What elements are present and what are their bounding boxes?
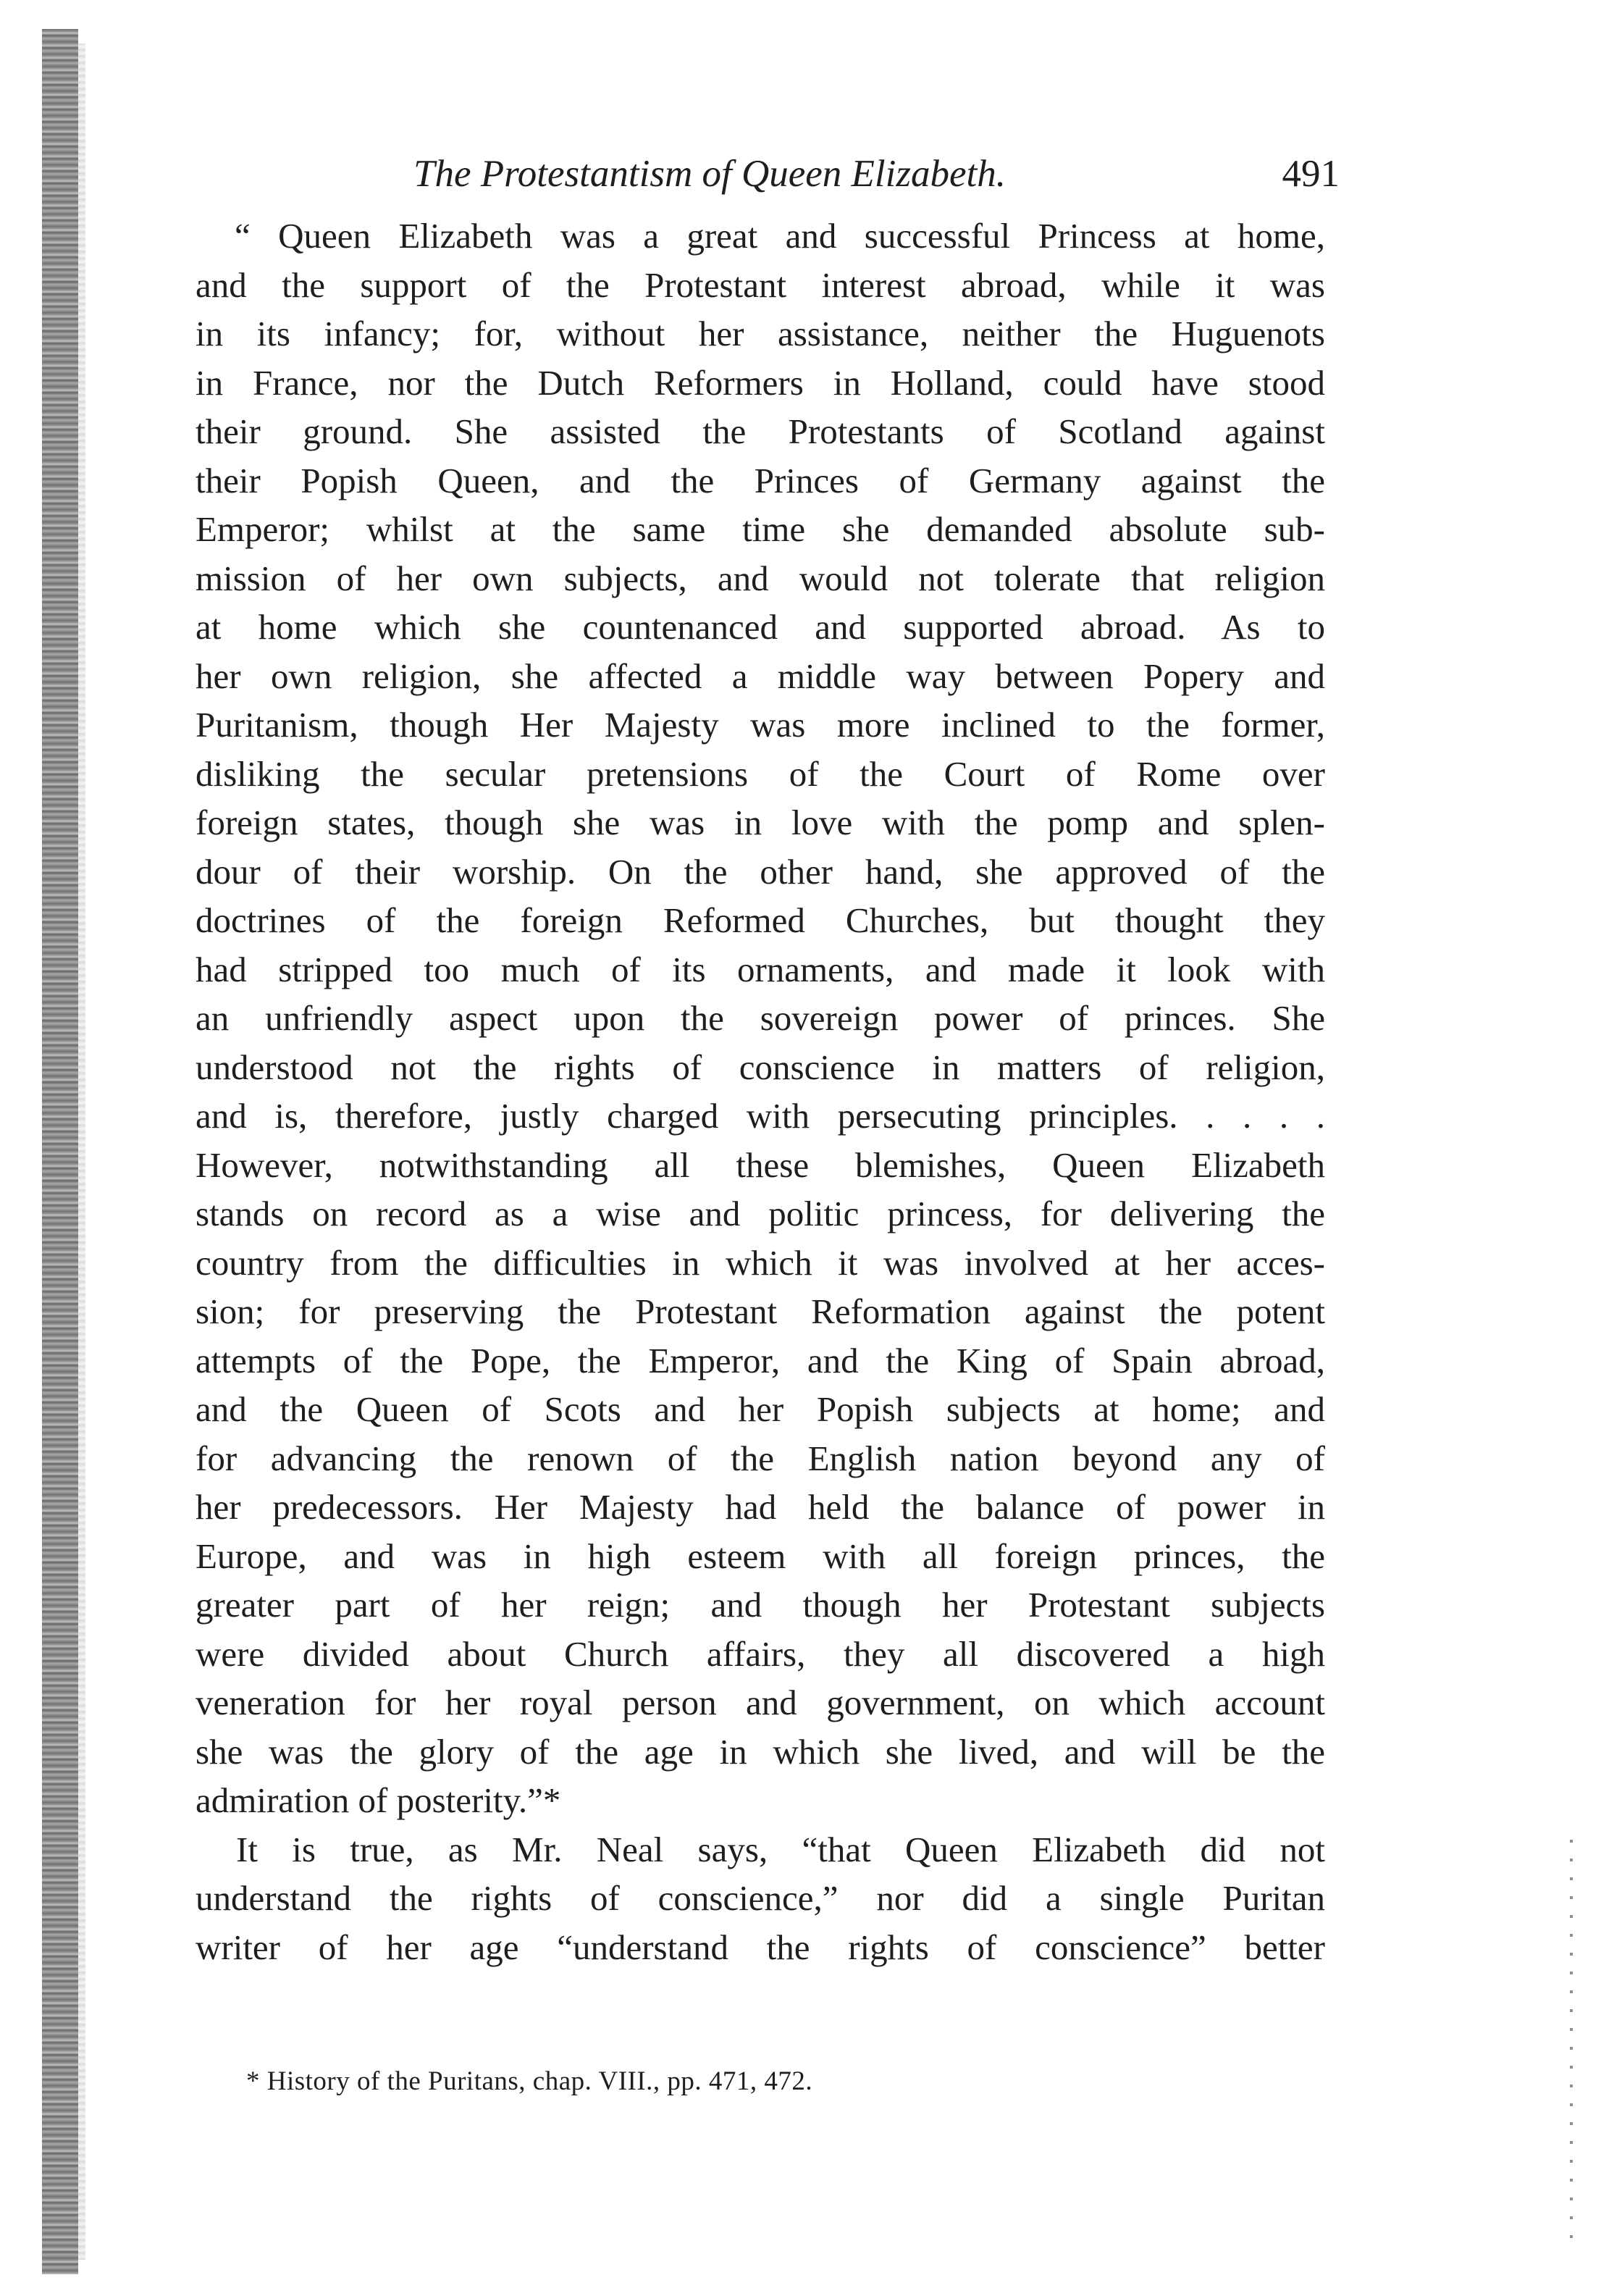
- text-line: veneration for her royal person and government, on which account: [196, 1683, 1325, 1722]
- text-line: in its infancy; for, without her assistance, neither the Huguenots: [196, 314, 1325, 353]
- text-line: foreign states, though she was in love with the pomp and splen-: [196, 803, 1325, 842]
- text-line: attempts of the Pope, the Emperor, and the King of Spain abroad,: [196, 1340, 1325, 1380]
- scan-edge-marks: [1570, 1840, 1573, 2245]
- text-line: “ Queen Elizabeth was a great and successful Princess at home,: [235, 216, 1325, 256]
- footnote: * History of the Puritans, chap. VIII., pp. 471, 472.: [246, 2066, 813, 2096]
- text-line: Puritanism, though Her Majesty was more inclined to the former,: [196, 705, 1325, 745]
- text-line: However, notwithstanding all these blemishes, Queen Elizabeth: [196, 1144, 1325, 1185]
- text-line: were divided about Church affairs, they all discovered a high: [196, 1633, 1325, 1674]
- text-line: in France, nor the Dutch Reformers in Holland, could have stood: [196, 362, 1325, 403]
- text-line: sion; for preserving the Protestant Reformation against the potent: [196, 1291, 1325, 1331]
- text-line: she was the glory of the age in which she lived, and will be the: [196, 1731, 1325, 1772]
- text-line: It is true, as Mr. Neal says, “that Queen Elizabeth did not: [236, 1829, 1325, 1869]
- text-line: for advancing the renown of the English nation beyond any of: [196, 1438, 1325, 1478]
- body-paragraph: [196, 1825, 1325, 1972]
- page-number: 491: [1282, 153, 1340, 195]
- text-line: had stripped too much of its ornaments, and made it look with: [196, 949, 1325, 989]
- text-line: doctrines of the foreign Reformed Churches, but thought they: [196, 900, 1325, 940]
- text-line: at home which she countenanced and supported abroad. As to: [196, 607, 1325, 647]
- text-line: her own religion, she affected a middle way between Popery and: [196, 655, 1325, 696]
- text-line: and the support of the Protestant interest abroad, while it was: [196, 264, 1325, 305]
- text-line: their Popish Queen, and the Princes of Germany against the: [196, 460, 1325, 500]
- text-line: and is, therefore, justly charged with persecuting principles. . . . .: [196, 1096, 1325, 1136]
- text-line: understand the rights of conscience,” nor did a single Puritan: [196, 1878, 1325, 1918]
- text-line: her predecessors. Her Majesty had held the balance of power in: [196, 1487, 1325, 1527]
- text-line: and the Queen of Scots and her Popish subjects at home; and: [196, 1389, 1325, 1429]
- text-line: their ground. She assisted the Protestants of Scotland against: [196, 411, 1325, 451]
- running-title: The Protestantism of Queen Elizabeth.: [413, 153, 1006, 195]
- page-gutter-shadow: [78, 43, 85, 2260]
- text-line: an unfriendly aspect upon the sovereign power of princes. She: [196, 998, 1325, 1038]
- page-header: [196, 145, 1340, 203]
- text-line: country from the difficulties in which it was involved at her acces-: [196, 1242, 1325, 1283]
- text-line: dour of their worship. On the other hand, she approved of the: [196, 851, 1325, 892]
- text-line: disliking the secular pretensions of the Court of Rome over: [196, 753, 1325, 794]
- text-line: admiration of posterity.”*: [196, 1780, 561, 1820]
- book-binding-edge: [42, 29, 78, 2274]
- text-line: stands on record as a wise and politic princess, for delivering the: [196, 1194, 1325, 1233]
- text-line: mission of her own subjects, and would not tolerate that religion: [196, 558, 1325, 598]
- text-line: Emperor; whilst at the same time she demanded absolute sub-: [196, 509, 1325, 549]
- quotation-paragraph: [196, 211, 1325, 1825]
- page-body: [196, 211, 1325, 1972]
- text-line: Europe, and was in high esteem with all foreign princes, the: [196, 1535, 1325, 1576]
- text-line: writer of her age “understand the rights of conscience” better: [196, 1927, 1325, 1967]
- text-line: greater part of her reign; and though her Protestant subjects: [196, 1585, 1325, 1625]
- text-line: understood not the rights of conscience in matters of religion,: [196, 1047, 1325, 1087]
